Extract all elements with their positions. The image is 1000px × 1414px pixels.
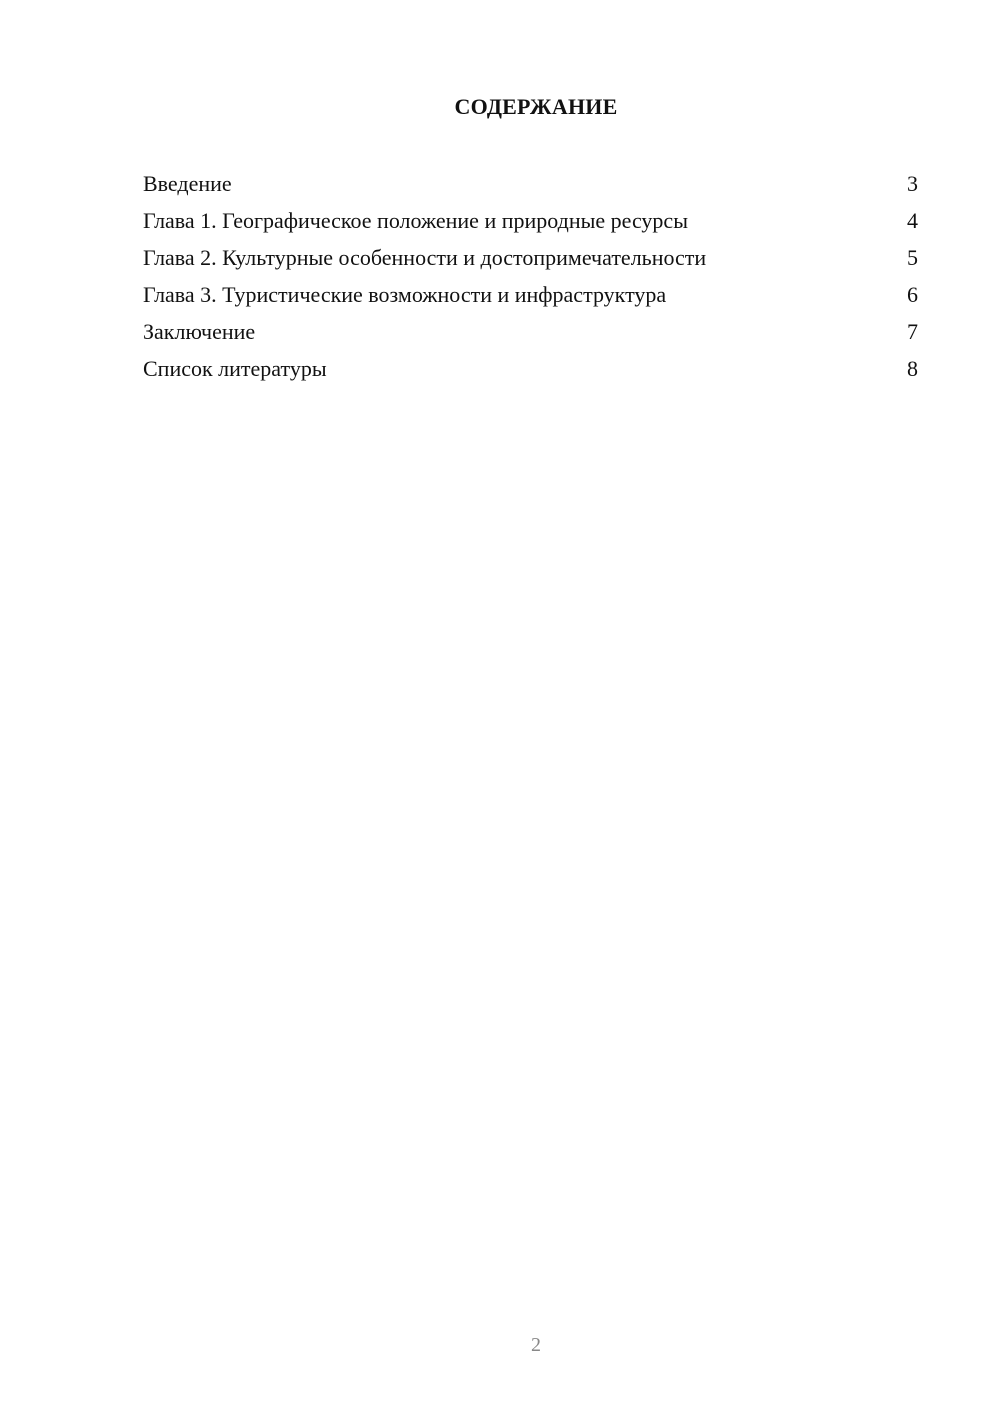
toc-entry-chapter-2 [143, 242, 918, 279]
toc-title: СОДЕРЖАНИЕ [454, 94, 618, 119]
toc-entry-label: Введение [143, 171, 232, 196]
toc-entry-page: 8 [907, 356, 918, 381]
toc-entry-references [143, 353, 918, 390]
toc-entry-page: 6 [907, 282, 918, 307]
toc-entry-label: Глава 1. Географическое положение и природные ресурсы [143, 208, 688, 233]
toc-entry-chapter-3 [143, 279, 918, 316]
toc-entry-page: 7 [907, 319, 918, 344]
toc-entry-introduction [143, 168, 918, 205]
page-number: 2 [531, 1334, 541, 1356]
toc-entry-page: 4 [907, 208, 918, 233]
table-of-contents [143, 168, 918, 390]
toc-entry-label: Список литературы [143, 356, 327, 381]
toc-entry-page: 5 [907, 245, 918, 270]
toc-entry-conclusion [143, 316, 918, 353]
toc-entry-label: Глава 2. Культурные особенности и достопримечательности [143, 245, 707, 270]
toc-entry-page: 3 [907, 171, 918, 196]
toc-entry-label: Заключение [143, 319, 256, 344]
toc-entry-label: Глава 3. Туристические возможности и инфраструктура [143, 282, 667, 307]
toc-entry-chapter-1 [143, 205, 918, 242]
